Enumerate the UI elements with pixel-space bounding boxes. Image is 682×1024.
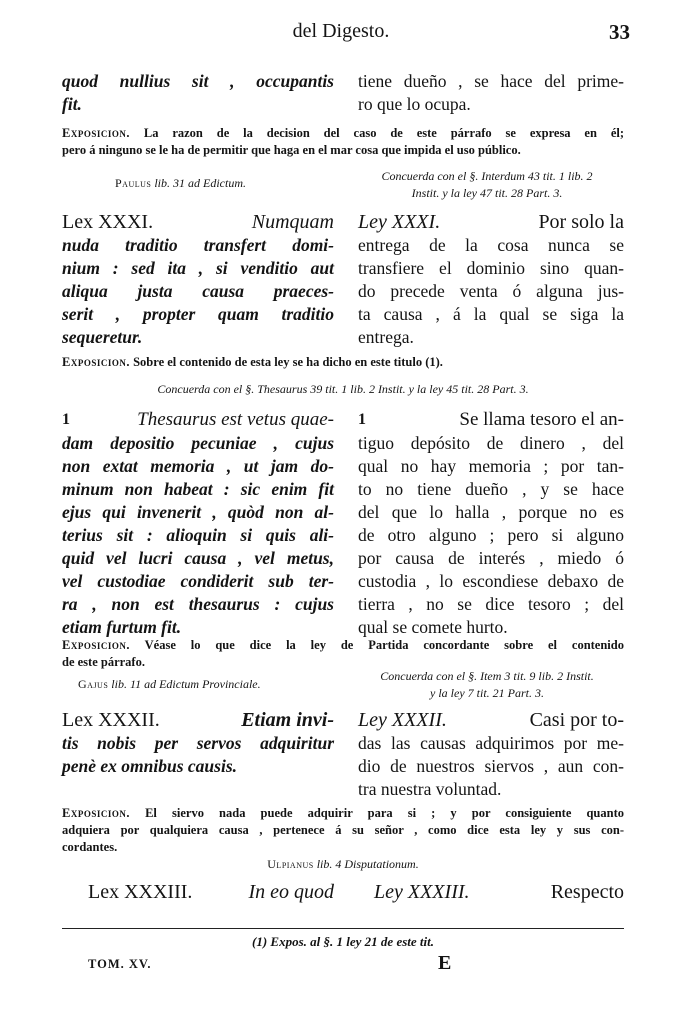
lex-31-latin: Lex XXXI. Numquam nuda traditio transfert domi- nium : sed ita , si venditio aut aliqua justa causa praeces- serit , propter quam traditio sequeretur. (62, 211, 334, 347)
footnote: (1) Expos. al §. 1 ley 21 de este tit. (252, 934, 434, 949)
signature-mark: E (438, 952, 452, 974)
source-paulus: Paulus lib. 31 ad Edictum. (115, 176, 247, 190)
exposicion-2: Exposicion. Sobre el contenido de esta ley se ha dicho en este titulo (1). (62, 355, 443, 369)
latin-continuation: quod nullius sit , occupantis fit. (62, 71, 334, 114)
source-ulpianus: Ulpianus lib. 4 Disputationum. (267, 857, 419, 871)
exposicion-3: Exposicion. Véase lo que dice la ley de Partida concordante sobre el contenido de este párrafo. (62, 638, 624, 669)
ley-33-heading: Ley XXXIII. (374, 881, 470, 903)
para-1-spanish: 1 Se llama tesoro el an- tiguo depósito de dinero , del qual no hay memoria ; por tan- to no tiene dueño , y se hace del que lo halla , porque no es de otro alguno ; pero si alguno por causa de interés , miedo ó custodia , lo escondiese debaxo de tierra , no se dice tesoro ; del qual se comete hurto. (358, 409, 624, 637)
lex-32-latin: Lex XXXII. Etiam invi- tis nobis per servos adquiritur penè ex omnibus causis. (62, 709, 334, 776)
ley-33-spanish: Ley XXXIII. Respecto (374, 881, 624, 903)
source-gajus: Gajus lib. 11 ad Edictum Provinciale. (78, 677, 261, 691)
lex-33-latin: Lex XXXIII. In eo quod (88, 881, 334, 903)
lex-31-heading: Lex XXXI. (62, 211, 154, 233)
concordance-1: Concuerda con el §. Interdum 43 tit. 1 lib. 2 Instit. y la ley 47 tit. 28 Part. 3. (381, 169, 593, 200)
lex-33-heading: Lex XXXIII. (88, 881, 193, 903)
ley-31-heading: Ley XXXI. (358, 211, 441, 233)
concordance-3: Concuerda con el §. Item 3 tit. 9 lib. 2 Instit. y la ley 7 tit. 21 Part. 3. (380, 669, 594, 700)
page-number: 33 (609, 20, 630, 44)
exposicion-1: Exposicion. La razon de la decision del caso de este párrafo se expresa en él; pero á ninguno se le ha de permitir que haga en el mar cosa que impida el uso público. (62, 126, 624, 157)
volume-mark: TOM. XV. (88, 957, 152, 971)
lex-32-heading: Lex XXXII. (62, 709, 160, 731)
spanish-continuation: tiene dueño , se hace del prime- ro que lo ocupa. (358, 71, 624, 114)
ley-32-heading: Ley XXXII. (358, 709, 447, 731)
concordance-2: Concuerda con el §. Thesaurus 39 tit. 1 lib. 2 Instit. y la ley 45 tit. 28 Part. 3. (157, 382, 529, 396)
footnote-rule (62, 928, 624, 929)
ley-32-spanish: Ley XXXII. Casi por to- das las causas adquirimos por me- dio de nuestros siervos , aun con- tra nuestra voluntad. (358, 709, 624, 799)
para-1-latin: 1 Thesaurus est vetus quae- dam depositio pecuniae , cujus non extat memoria , ut jam do- minum non habeat : sic enim fit ejus qui invenerit , quòd non al- terius sit : alioquin si quis ali- quid vel lucri causa , vel metus, vel custodiae condiderit sub ter- ra , non est thesaurus : cujus etiam furtum fit. (62, 409, 334, 637)
exposicion-4: Exposicion. El siervo nada puede adquirir para si ; y por consiguiente quanto adquiera por qualquiera causa , pertenece á su señor , como dice esta ley y sus con- cordantes. (62, 806, 624, 854)
ley-31-spanish: Ley XXXI. Por solo la entrega de la cosa nunca se transfiere el dominio sino quan- do precede venta ó alguna jus- ta causa , á la qual se siga la entrega. (358, 211, 624, 347)
running-header: del Digesto. (292, 20, 390, 42)
